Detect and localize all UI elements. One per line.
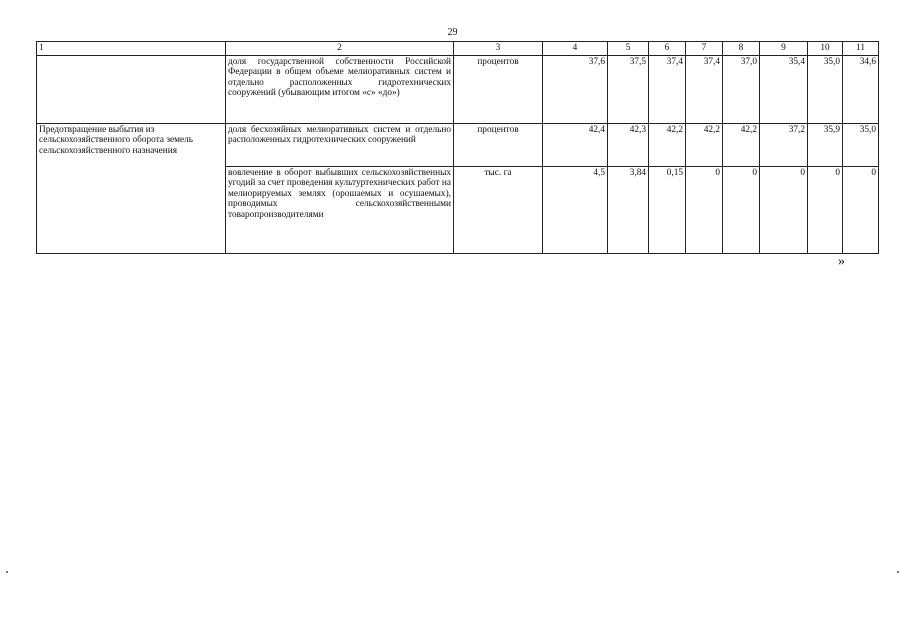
value-cell: 0 <box>760 167 808 254</box>
header-cell: 1 <box>37 42 226 56</box>
header-cell: 4 <box>543 42 608 56</box>
value-cell: 0 <box>686 167 723 254</box>
header-cell: 5 <box>608 42 649 56</box>
value-cell: 42,4 <box>543 124 608 167</box>
value-cell: 35,0 <box>843 124 879 167</box>
header-cell: 8 <box>723 42 760 56</box>
header-cell: 10 <box>808 42 843 56</box>
indicator-cell: доля бесхозяйных мелиоративных систем и отдельно расположенных гидротехнических сооружений <box>226 124 454 167</box>
unit-cell: тыс. га <box>454 167 543 254</box>
value-cell: 37,5 <box>608 56 649 124</box>
header-cell: 7 <box>686 42 723 56</box>
value-cell: 0 <box>723 167 760 254</box>
value-cell: 37,4 <box>686 56 723 124</box>
value-cell: 42,2 <box>723 124 760 167</box>
value-cell: 42,2 <box>686 124 723 167</box>
value-cell: 0 <box>808 167 843 254</box>
value-cell: 35,4 <box>760 56 808 124</box>
value-cell: 37,0 <box>723 56 760 124</box>
header-cell: 9 <box>760 42 808 56</box>
unit-cell: процентов <box>454 124 543 167</box>
table-header-row <box>37 42 879 56</box>
value-cell: 35,9 <box>808 124 843 167</box>
value-cell: 4,5 <box>543 167 608 254</box>
value-cell: 42,2 <box>649 124 686 167</box>
value-cell: 0,15 <box>649 167 686 254</box>
unit-cell: процентов <box>454 56 543 124</box>
table-row <box>37 124 879 167</box>
value-cell: 37,2 <box>760 124 808 167</box>
value-cell: 37,4 <box>649 56 686 124</box>
value-cell: 37,6 <box>543 56 608 124</box>
value-cell: 3,84 <box>608 167 649 254</box>
value-cell: 35,0 <box>808 56 843 124</box>
header-cell: 2 <box>226 42 454 56</box>
value-cell: 42,3 <box>608 124 649 167</box>
header-cell: 11 <box>843 42 879 56</box>
indicator-cell: доля государственной собственности Российской Федерации в общем объеме мелиоративных систем и отдельно расположенных гидротехнических сооружений (убывающим итогом «с» «до») <box>226 56 454 124</box>
header-cell: 3 <box>454 42 543 56</box>
page-number: 29 <box>447 27 458 38</box>
value-cell: 0 <box>843 167 879 254</box>
value-cell: 34,6 <box>843 56 879 124</box>
goal-cell: Предотвращение выбытия из сельскохозяйственного оборота земель сельскохозяйственного назначения <box>37 124 226 254</box>
closing-quote-mark: » <box>838 254 845 269</box>
table-row <box>37 56 879 124</box>
indicators-table <box>36 41 879 254</box>
header-cell: 6 <box>649 42 686 56</box>
scan-edge-mark <box>6 571 8 573</box>
indicator-cell: вовлечение в оборот выбывших сельскохозяйственных угодий за счет проведения культуртехнических работ на мелиорируемых землях (орошаемых и осушаемых), проводимых сельскохозяйственными товаропроизводителями <box>226 167 454 254</box>
goal-cell <box>37 56 226 124</box>
scan-edge-mark <box>897 571 899 573</box>
